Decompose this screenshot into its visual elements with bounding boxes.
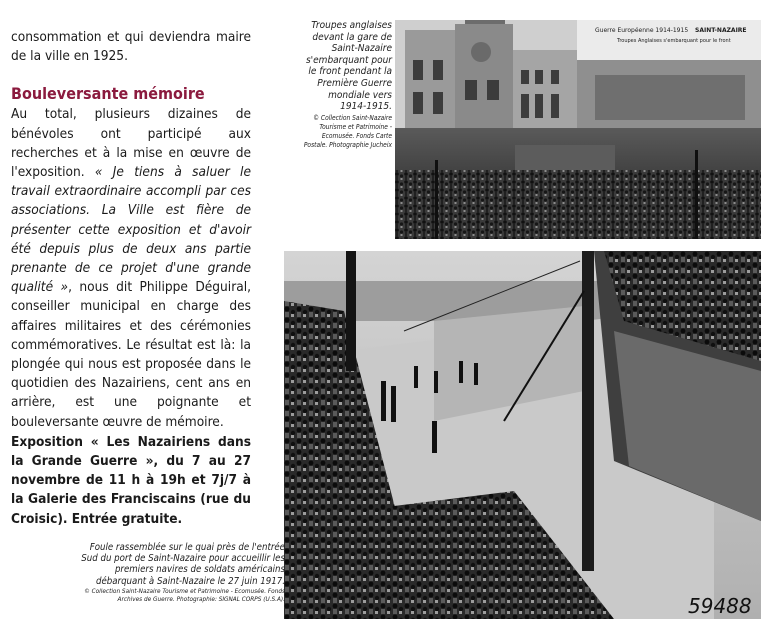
caption-top <box>300 20 392 150</box>
caption-bottom <box>80 542 285 603</box>
caption-bottom-credit: © Collection Saint-Nazaire Tourisme et Patrimoine - Ecomusée. Fonds Archives de Guerre. Photographie: SIGNAL CORPS (U.S.A). <box>84 586 285 603</box>
quote: « Je tiens à saluer le travail extraordinaire accompli par ces associations. La Ville est fière de présenter cette exposition et d'avoir été depuis plus de deux ans partie prenante de ce projet d'une grande qualité » <box>11 164 251 296</box>
photo-station-troops <box>395 20 761 239</box>
caption-top-text: Troupes anglaises devant la gare de Saint-Nazaire s'embarquant pour le front pendant la Première Guerre mondiale vers 1914-1915. <box>305 20 392 113</box>
photo-number: 59488 <box>688 594 752 618</box>
postcard-title-right: SAINT-NAZAIRE <box>695 27 747 34</box>
article-column <box>11 28 251 529</box>
intro-text: consommation et qui deviendra maire de la ville en 1925. <box>11 29 251 65</box>
section-heading: Bouleversante mémoire <box>11 84 205 104</box>
photo-port-crowd <box>284 251 761 619</box>
body-start: Au total, plusieurs dizaines de bénévoles ont participé aux recherches et à la mise en œuvre de l'exposition. <box>11 106 251 181</box>
exhibition-info: Exposition « Les Nazairiens dans la Grande Guerre », du 7 au 27 novembre de 11 h à 19h et 7j/7 à la Galerie des Franciscains (rue du Croisic). Entrée gratuite. <box>11 433 251 527</box>
article-paragraph <box>11 105 251 431</box>
body-end: , nous dit Philippe Déguiral, conseiller municipal en charge des affaires militaires et des cérémonies commémoratives. Le résultat est là: la plongée qui nous est proposée dans le quotidien des Nazairiens, cent ans en arrière, est une poignante et bouleversante œuvre de mémoire. <box>11 279 251 430</box>
postcard-subtitle: Troupes Anglaises s'embarquant pour le front <box>617 38 731 44</box>
caption-bottom-text: Foule rassemblée sur le quai près de l'entrée Sud du port de Saint-Nazaire pour accueillir les premiers navires de soldats américains débarquant à Saint-Nazaire le 27 juin 1917. <box>81 542 285 587</box>
postcard-title-left: Guerre Européenne 1914-1915 <box>595 27 689 34</box>
caption-top-credit: © Collection Saint-Nazaire Tourisme et Patrimoine - Ecomusée. Fonds Carte Postale. Photographie Jucheix <box>303 113 392 149</box>
